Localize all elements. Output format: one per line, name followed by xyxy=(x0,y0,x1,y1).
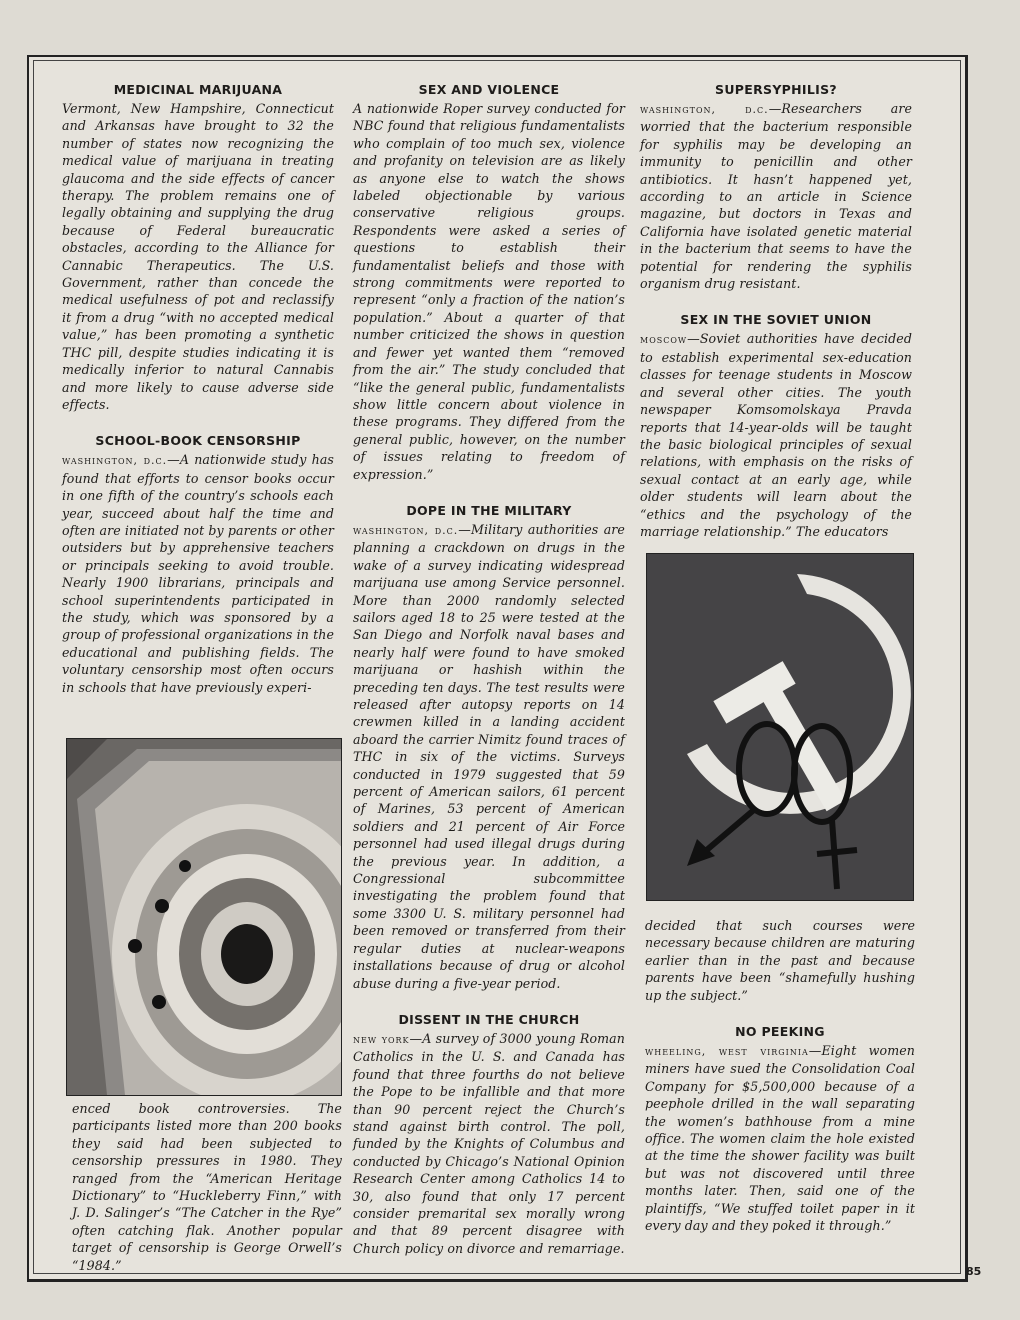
column-left xyxy=(62,82,334,696)
dateline: washington, d.c. xyxy=(353,523,459,537)
dateline: washington, d.c. xyxy=(640,103,769,116)
dateline: new york xyxy=(353,1032,410,1046)
article-heading: NO PEEKING xyxy=(735,1024,825,1040)
article-dope-in-the-military xyxy=(353,503,625,992)
column-middle xyxy=(353,82,625,1257)
article-heading: DOPE IN THE MILITARY xyxy=(406,502,572,518)
article-sex-and-violence xyxy=(353,82,625,483)
article-soviet-continued xyxy=(645,917,915,1235)
article-heading: SCHOOL-BOOK CENSORSHIP xyxy=(95,433,301,449)
article-body: washington, d.c.—Military authorities are planning a crackdown on drugs in the wake of a survey indicating widespread marijuana use among Service personnel. More than 2000 randomly selected sailors aged 18 to 25 were tested at the San Diego and Norfolk naval bases and nearly half were found to have smoked marijuana or hashish within the preceding ten days. The test results were released after autopsy reports on 14 crewmen killed in a landing accident aboard the carrier Nimitz found traces of THC in six of the victims. Surveys conducted in 1979 suggested that 59 percent of American sailors, 61 percent of Marines, 53 percent of American soldiers and 21 percent of Air Force personnel had used illegal drugs during the previous year. In addition, a Congressional subcommittee investigating the problem found that some 3300 U. S. military personnel had been removed or transferred from their regular duties at nuclear-weapons installations because of drug or alcohol abuse during a five-year period. xyxy=(353,521,625,991)
dateline: wheeling, west virginia xyxy=(645,1045,809,1059)
article-heading: SEX IN THE SOVIET UNION xyxy=(680,312,872,328)
dateline: washington, d.c. xyxy=(62,454,168,468)
article-heading: DISSENT IN THE CHURCH xyxy=(398,1011,580,1027)
article-body: washington, d.c.—A nationwide study has found that efforts to censor books occur in one fifth of the country’s schools each year, succeed about half the time and often are initiated not by parents or other outsiders but by apprehensive teachers or principals seeking to avoid trouble. Nearly 1900 librarians, principals and school superintendents participated in the study, which was sponsored by a group of professional organizations in the educational and publishing fields. The voluntary censorship most often occurs in schools that have previously experi- xyxy=(62,452,334,695)
article-body: decided that such courses were necessary because children are maturing earlier than in the past and because parents have been “shamefully hushing up the subject.” xyxy=(645,918,915,1003)
article-heading: SEX AND VIOLENCE xyxy=(418,82,560,97)
article-censorship-continued xyxy=(72,1100,342,1274)
article-no-peeking xyxy=(645,1024,915,1234)
article-body: enced book controversies. The participants listed more than 200 books they said had been subjected to censorship pressures in 1980. They ranged from the “American Heritage Dictionary” to “Huckleberry Finn,” with J. D. Salinger’s “The Catcher in the Rye” often catching flak. Another popular target of censorship is George Orwell’s “1984.” xyxy=(72,1101,342,1273)
article-medicinal-marijuana xyxy=(62,82,334,413)
article-body: A nationwide Roper survey conducted for NBC found that religious fundamentalists who complain of too much sex, violence and profanity on television are as likely as anyone else to watch the shows labeled objectionable by various conservative religious groups. Respondents were asked a series of questions to establish their fundamentalist beliefs and those with strong commitments were reported to represent “only a fraction of the nation’s population.” About a quarter of that number criticized the shows in question and fewer yet wanted them “removed from the air.” The study concluded that “like the general public, fundamentalists show little concern about violence in these programs. They differed from the general public, however, on the number of issues relating to freedom of expression.” xyxy=(353,101,625,482)
article-dissent-in-the-church xyxy=(353,1012,625,1257)
article-body: washington, d.c.—Researchers are worried that the bacterium responsible for syphilis may be developing an immunity to penicillin and other antibiotics. It hasn’t happened yet, according to an article in Science magazine, but doctors in Texas and California have isolated genetic material in the bacterium that seems to have the potential for rendering the syphilis organism drug resistant. xyxy=(640,101,912,292)
column-right xyxy=(640,82,912,540)
hammer-sickle-icon xyxy=(647,554,913,900)
page-number: 85 xyxy=(966,1265,982,1278)
article-supersyphilis xyxy=(640,82,912,292)
book-target-illustration xyxy=(66,738,342,1096)
article-heading: MEDICINAL MARIJUANA xyxy=(113,82,283,97)
article-school-book-censorship xyxy=(62,433,334,696)
article-body: new york—A survey of 3000 young Roman Catholics in the U. S. and Canada has found that three fourths do not believe the Pope to be infallible and that more than 90 percent reject the Church’s stand against birth control. The poll, funded by the Knights of Columbus and conducted by Chicago’s National Opinion Research Center among Catholics 14 to 30, also found that only 17 percent consider premarital sex morally wrong and that 89 percent disagree with Church policy on divorce and remarriage. xyxy=(353,1030,626,1256)
article-sex-in-the-soviet-union xyxy=(640,312,912,540)
hammer-sickle-illustration xyxy=(646,553,914,901)
article-body: wheeling, west virginia—Eight women miners have sued the Consolidation Coal Company for $5,500,000 because of a peephole drilled in the wall separating the women’s bathhouse from a mine office. The women claim the hole existed at the time the shower facility was built but was not discovered until three months later. Then, said one of the plaintiffs, “We stuffed toilet paper in it every day and they poked it through.” xyxy=(645,1043,916,1234)
dateline: moscow xyxy=(640,333,688,347)
article-body: moscow—Soviet authorities have decided to establish experimental sex-education classes for teenage students in Moscow and several other cities. The youth newspaper Komsomolskaya Pravda reports that 14-year-olds will be taught the basic biological principles of sexual relations, with emphasis on the risks of sexual contact at an early age, while older students will learn about the “ethics and the psychology of the marriage relationship.” The educators xyxy=(640,331,912,539)
article-body: Vermont, New Hampshire, Connecticut and Arkansas have brought to 32 the number of states now recognizing the medical value of marijuana in treating glaucoma and the side effects of cancer therapy. The problem remains one of legally obtaining and supplying the drug because of Federal bureaucratic obstacles, according to the Alliance for Cannabic Therapeutics. The U.S. Government, rather than concede the medical usefulness of pot and reclassify it from a drug “with no accepted medical value,” has been promoting a synthetic THC pill, despite studies indicating it is medically inferior to natural Cannabis and more likely to cause adverse side effects. xyxy=(62,101,334,412)
article-heading: SUPERSYPHILIS? xyxy=(715,82,837,97)
book-target-icon xyxy=(67,739,341,1095)
